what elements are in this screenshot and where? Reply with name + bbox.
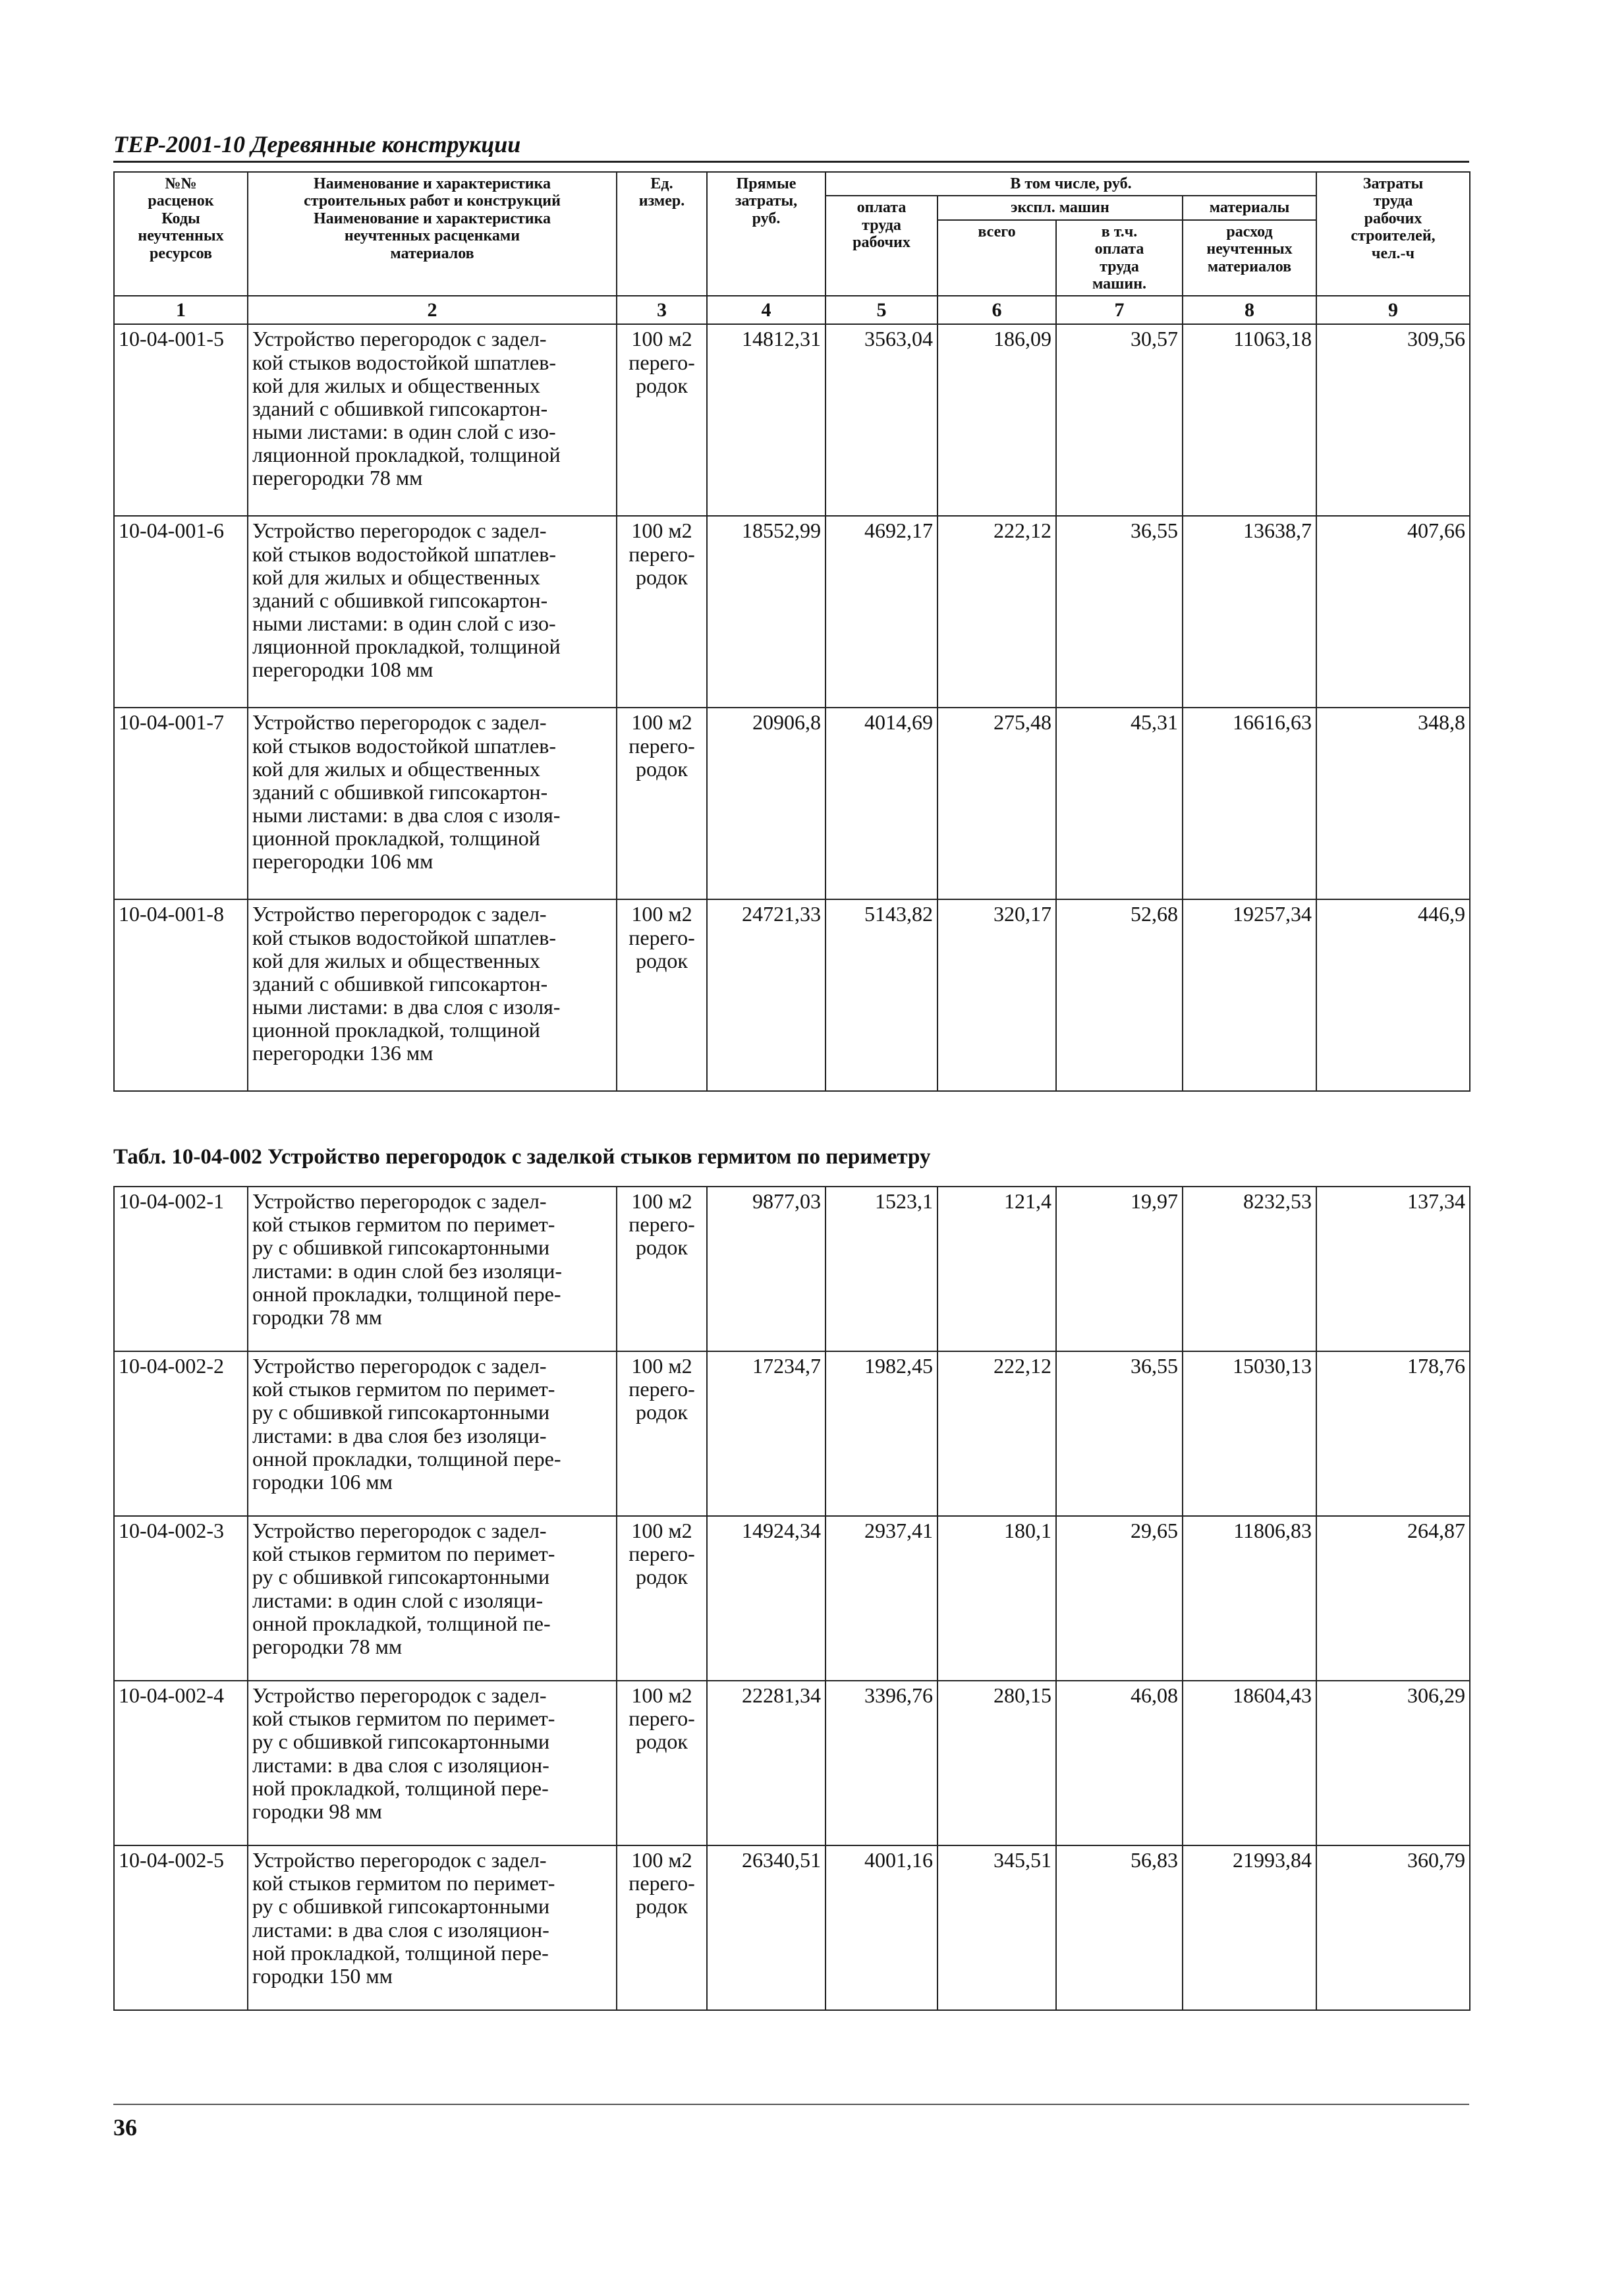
work-description-line: зданий с обшивкой гипсокартон- bbox=[252, 396, 548, 420]
unit-of-measure bbox=[617, 1681, 707, 1845]
unit-of-measure bbox=[617, 1516, 707, 1681]
work-description-line: онной прокладки, толщиной пере- bbox=[252, 1446, 561, 1471]
work-description-line: кой стыков водостойкой шпатлев- bbox=[252, 925, 557, 949]
table-row bbox=[114, 1351, 1470, 1516]
header-col-name-line: строительных работ и конструкций bbox=[304, 192, 561, 210]
header-col-name-line: Наименование и характеристика bbox=[313, 210, 551, 227]
unit-of-measure-line: перего- bbox=[629, 1706, 695, 1731]
work-description bbox=[248, 1516, 617, 1681]
work-description-line: регородки 78 мм bbox=[252, 1634, 403, 1658]
table-row bbox=[114, 324, 1470, 516]
rate-code: 10-04-002-3 bbox=[114, 1516, 248, 1681]
header-col-labor-line: труда bbox=[1373, 192, 1413, 210]
wages-value: 5143,82 bbox=[826, 899, 938, 1091]
header-col-machines-total: всего bbox=[938, 220, 1056, 296]
table-header-row-1 bbox=[114, 172, 1470, 196]
unit-of-measure-line: 100 м2 bbox=[631, 710, 692, 735]
machines-total-value: 275,48 bbox=[938, 708, 1056, 899]
work-description-line: Устройство перегородок с задел- bbox=[252, 1354, 547, 1378]
unit-of-measure bbox=[617, 899, 707, 1091]
table-row bbox=[114, 1681, 1470, 1845]
work-description-line: ляционной прокладкой, толщиной bbox=[252, 634, 561, 659]
machines-total-value: 222,12 bbox=[938, 1351, 1056, 1516]
direct-costs-value: 9877,03 bbox=[707, 1187, 826, 1351]
machine-wages-value: 56,83 bbox=[1056, 1845, 1183, 2010]
rates-table-10-04-001 bbox=[113, 171, 1470, 1092]
header-group-machines: экспл. машин bbox=[938, 196, 1183, 219]
work-description bbox=[248, 1351, 617, 1516]
header-col-labor-line: Затраты bbox=[1362, 175, 1424, 192]
wages-value: 1982,45 bbox=[826, 1351, 938, 1516]
unit-of-measure-line: перего- bbox=[629, 542, 695, 566]
work-description-line: листами: в один слой без изоляци- bbox=[252, 1258, 562, 1283]
header-col-labor-line: чел.-ч bbox=[1371, 244, 1415, 262]
wages-value: 4692,17 bbox=[826, 516, 938, 708]
work-description-line: Устройство перегородок с задел- bbox=[252, 327, 547, 351]
direct-costs-value: 18552,99 bbox=[707, 516, 826, 708]
rate-code: 10-04-001-8 bbox=[114, 899, 248, 1091]
unit-of-measure-line: перего- bbox=[629, 350, 695, 374]
machine-wages-value: 36,55 bbox=[1056, 1351, 1183, 1516]
unit-of-measure bbox=[617, 516, 707, 708]
labor-costs-value: 348,8 bbox=[1316, 708, 1470, 899]
work-description-line: кой стыков водостойкой шпатлев- bbox=[252, 733, 557, 758]
machines-total-value: 222,12 bbox=[938, 516, 1056, 708]
work-description-line: кой стыков водостойкой шпатлев- bbox=[252, 542, 557, 566]
materials-value: 11063,18 bbox=[1183, 324, 1316, 516]
work-description-line: городки 78 мм bbox=[252, 1305, 382, 1329]
work-description-line: перегородки 136 мм bbox=[252, 1041, 434, 1065]
work-description-line: зданий с обшивкой гипсокартон- bbox=[252, 588, 548, 612]
machine-wages-value: 46,08 bbox=[1056, 1681, 1183, 1845]
work-description-line: зданий с обшивкой гипсокартон- bbox=[252, 779, 548, 804]
work-description-line: кой стыков гермитом по перимет- bbox=[252, 1212, 555, 1237]
header-col-direct-costs-line: руб. bbox=[752, 210, 781, 227]
work-description-line: ной прокладкой, толщиной пере- bbox=[252, 1776, 549, 1800]
unit-of-measure-line: родок bbox=[636, 1565, 688, 1589]
work-description bbox=[248, 708, 617, 899]
work-description-line: кой стыков гермитом по перимет- bbox=[252, 1542, 555, 1566]
header-col-wages bbox=[826, 196, 938, 296]
work-description-line: ными листами: в два слоя с изоля- bbox=[252, 803, 561, 828]
work-description-line: ру с обшивкой гипсокартонными bbox=[252, 1894, 550, 1919]
unit-of-measure-line: 100 м2 bbox=[631, 1519, 692, 1542]
work-description-line: Устройство перегородок с задел- bbox=[252, 1519, 547, 1542]
header-col-code-line: неучтенных bbox=[138, 227, 224, 245]
header-col-labor-line: строителей, bbox=[1351, 227, 1436, 245]
header-col-name-line: материалов bbox=[390, 244, 474, 262]
header-col-name bbox=[248, 172, 617, 296]
table-row bbox=[114, 1516, 1470, 1681]
column-numbers-row bbox=[114, 296, 1470, 324]
labor-costs-value: 137,34 bbox=[1316, 1187, 1470, 1351]
work-description-line: ными листами: в один слой с изо- bbox=[252, 611, 556, 636]
work-description-line: ру с обшивкой гипсокартонными bbox=[252, 1235, 550, 1260]
header-col-name-line: неучтенных расценками bbox=[344, 227, 520, 245]
header-col-unit-line: Ед. bbox=[650, 175, 673, 192]
work-description-line: Устройство перегородок с задел- bbox=[252, 710, 547, 735]
work-description-line: Устройство перегородок с задел- bbox=[252, 1189, 547, 1213]
work-description-line: кой стыков гермитом по перимет- bbox=[252, 1706, 555, 1731]
unit-of-measure-line: перего- bbox=[629, 733, 695, 758]
header-col-machine-wages-line: труда bbox=[1100, 258, 1139, 275]
header-col-machine-wages bbox=[1056, 220, 1183, 296]
work-description-line: листами: в два слоя без изоляци- bbox=[252, 1423, 547, 1447]
work-description bbox=[248, 1681, 617, 1845]
unit-of-measure bbox=[617, 1845, 707, 2010]
header-divider bbox=[113, 161, 1469, 163]
wages-value: 3563,04 bbox=[826, 324, 938, 516]
materials-value: 8232,53 bbox=[1183, 1187, 1316, 1351]
direct-costs-value: 24721,33 bbox=[707, 899, 826, 1091]
machine-wages-value: 52,68 bbox=[1056, 899, 1183, 1091]
materials-value: 18604,43 bbox=[1183, 1681, 1316, 1845]
work-description-line: кой стыков гермитом по перимет- bbox=[252, 1871, 555, 1896]
unit-of-measure-line: 100 м2 bbox=[631, 519, 692, 543]
direct-costs-value: 17234,7 bbox=[707, 1351, 826, 1516]
machines-total-value: 186,09 bbox=[938, 324, 1056, 516]
unit-of-measure-line: родок bbox=[636, 1235, 688, 1260]
labor-costs-value: 309,56 bbox=[1316, 324, 1470, 516]
wages-value: 2937,41 bbox=[826, 1516, 938, 1681]
unit-of-measure-line: перего- bbox=[629, 1212, 695, 1237]
unit-of-measure-line: родок bbox=[636, 1894, 688, 1919]
column-number: 5 bbox=[826, 296, 938, 324]
unit-of-measure bbox=[617, 324, 707, 516]
direct-costs-value: 14812,31 bbox=[707, 324, 826, 516]
column-number: 3 bbox=[617, 296, 707, 324]
header-col-direct-costs-line: Прямые bbox=[736, 175, 797, 192]
materials-value: 21993,84 bbox=[1183, 1845, 1316, 2010]
work-description-line: кой стыков гермитом по перимет- bbox=[252, 1377, 555, 1401]
column-number: 1 bbox=[114, 296, 248, 324]
table-row bbox=[114, 708, 1470, 899]
labor-costs-value: 306,29 bbox=[1316, 1681, 1470, 1845]
work-description-line: ционной прокладкой, толщиной bbox=[252, 826, 540, 851]
work-description-line: городки 106 мм bbox=[252, 1469, 393, 1494]
labor-costs-value: 178,76 bbox=[1316, 1351, 1470, 1516]
unit-of-measure-line: родок bbox=[636, 756, 688, 781]
materials-value: 16616,63 bbox=[1183, 708, 1316, 899]
labor-costs-value: 446,9 bbox=[1316, 899, 1470, 1091]
work-description-line: онной прокладки, толщиной пере- bbox=[252, 1281, 561, 1306]
work-description-line: ными листами: в два слоя с изоля- bbox=[252, 995, 561, 1019]
document-header-title: ТЕР-2001-10 Деревянные конструкции bbox=[113, 131, 521, 157]
machine-wages-value: 19,97 bbox=[1056, 1187, 1183, 1351]
work-description-line: Устройство перегородок с задел- bbox=[252, 519, 547, 543]
header-col-wages-line: оплата bbox=[856, 199, 907, 217]
unit-of-measure-line: перего- bbox=[629, 1542, 695, 1566]
unit-of-measure-line: 100 м2 bbox=[631, 902, 692, 926]
work-description-line: онной прокладкой, толщиной пе- bbox=[252, 1611, 551, 1635]
work-description-line: листами: в два слоя с изоляцион- bbox=[252, 1917, 549, 1942]
work-description-line: листами: в один слой с изоляци- bbox=[252, 1588, 544, 1612]
header-col-unit bbox=[617, 172, 707, 296]
work-description-line: Устройство перегородок с задел- bbox=[252, 1683, 547, 1707]
header-col-machine-wages-line: оплата bbox=[1094, 240, 1144, 258]
materials-value: 13638,7 bbox=[1183, 516, 1316, 708]
column-number: 9 bbox=[1316, 296, 1470, 324]
header-col-code-line: Коды bbox=[161, 210, 200, 227]
direct-costs-value: 20906,8 bbox=[707, 708, 826, 899]
unit-of-measure-line: перего- bbox=[629, 925, 695, 949]
work-description-line: ляционной прокладкой, толщиной bbox=[252, 443, 561, 467]
header-col-materials-line: неучтенных bbox=[1206, 240, 1293, 258]
machine-wages-value: 29,65 bbox=[1056, 1516, 1183, 1681]
unit-of-measure-line: родок bbox=[636, 565, 688, 589]
work-description-line: городки 98 мм bbox=[252, 1799, 382, 1823]
work-description-line: ру с обшивкой гипсокартонными bbox=[252, 1565, 550, 1589]
unit-of-measure-line: 100 м2 bbox=[631, 1189, 692, 1213]
header-col-code-line: расценок bbox=[148, 192, 214, 210]
rate-code: 10-04-002-1 bbox=[114, 1187, 248, 1351]
work-description-line: кой для жилых и общественных bbox=[252, 565, 540, 589]
header-col-unit-line: измер. bbox=[638, 192, 685, 210]
column-number: 4 bbox=[707, 296, 826, 324]
header-col-machine-wages-line: в т.ч. bbox=[1101, 223, 1138, 240]
column-number: 8 bbox=[1183, 296, 1316, 324]
work-description-line: ной прокладкой, толщиной пере- bbox=[252, 1940, 549, 1965]
machine-wages-value: 36,55 bbox=[1056, 516, 1183, 708]
machine-wages-value: 45,31 bbox=[1056, 708, 1183, 899]
machines-total-value: 345,51 bbox=[938, 1845, 1056, 2010]
column-number: 7 bbox=[1056, 296, 1183, 324]
header-col-code-line: №№ bbox=[165, 175, 197, 192]
work-description bbox=[248, 1187, 617, 1351]
work-description-line: кой для жилых и общественных bbox=[252, 948, 540, 972]
unit-of-measure bbox=[617, 708, 707, 899]
rate-code: 10-04-002-4 bbox=[114, 1681, 248, 1845]
materials-value: 15030,13 bbox=[1183, 1351, 1316, 1516]
unit-of-measure bbox=[617, 1351, 707, 1516]
work-description-line: городки 150 мм bbox=[252, 1963, 393, 1988]
header-col-name-line: Наименование и характеристика bbox=[313, 175, 551, 192]
unit-of-measure-line: 100 м2 bbox=[631, 1683, 692, 1707]
work-description-line: ру с обшивкой гипсокартонными bbox=[252, 1729, 550, 1754]
rate-code: 10-04-002-2 bbox=[114, 1351, 248, 1516]
unit-of-measure-line: перего- bbox=[629, 1871, 695, 1896]
machines-total-value: 121,4 bbox=[938, 1187, 1056, 1351]
labor-costs-value: 264,87 bbox=[1316, 1516, 1470, 1681]
table-row bbox=[114, 1187, 1470, 1351]
header-col-materials bbox=[1183, 220, 1316, 296]
header-col-direct-costs-line: затраты, bbox=[735, 192, 798, 210]
header-col-materials-line: расход bbox=[1226, 223, 1273, 240]
header-col-direct-costs bbox=[707, 172, 826, 296]
work-description bbox=[248, 899, 617, 1091]
work-description-line: перегородки 78 мм bbox=[252, 466, 423, 490]
header-col-code bbox=[114, 172, 248, 296]
work-description-line: Устройство перегородок с задел- bbox=[252, 1848, 547, 1872]
rate-code: 10-04-001-5 bbox=[114, 324, 248, 516]
header-col-labor bbox=[1316, 172, 1470, 296]
work-description-line: ными листами: в один слой с изо- bbox=[252, 420, 556, 444]
work-description-line: перегородки 106 мм bbox=[252, 849, 434, 874]
unit-of-measure-line: 100 м2 bbox=[631, 327, 692, 351]
direct-costs-value: 22281,34 bbox=[707, 1681, 826, 1845]
unit-of-measure-line: перего- bbox=[629, 1377, 695, 1401]
rate-code: 10-04-001-7 bbox=[114, 708, 248, 899]
machines-total-value: 320,17 bbox=[938, 899, 1056, 1091]
work-description-line: листами: в два слоя с изоляцион- bbox=[252, 1753, 549, 1777]
unit-of-measure-line: родок bbox=[636, 948, 688, 972]
header-col-wages-line: труда bbox=[862, 216, 901, 234]
footer-divider bbox=[113, 2104, 1469, 2105]
work-description-line: кой для жилых и общественных bbox=[252, 373, 540, 397]
work-description-line: кой для жилых и общественных bbox=[252, 756, 540, 781]
rate-code: 10-04-001-6 bbox=[114, 516, 248, 708]
unit-of-measure-line: родок bbox=[636, 1400, 688, 1424]
labor-costs-value: 360,79 bbox=[1316, 1845, 1470, 2010]
work-description-line: перегородки 108 мм bbox=[252, 658, 434, 682]
header-col-code-line: ресурсов bbox=[150, 244, 212, 262]
header-group-including: В том числе, руб. bbox=[826, 172, 1316, 196]
page-number: 36 bbox=[113, 2114, 137, 2141]
work-description-line: кой стыков водостойкой шпатлев- bbox=[252, 350, 557, 374]
header-col-wages-line: рабочих bbox=[853, 234, 910, 252]
header-col-materials-line: материалов bbox=[1207, 258, 1292, 275]
rate-code: 10-04-002-5 bbox=[114, 1845, 248, 2010]
labor-costs-value: 407,66 bbox=[1316, 516, 1470, 708]
header-col-labor-line: рабочих bbox=[1364, 210, 1422, 227]
table-caption-10-04-002: Табл. 10-04-002 Устройство перегородок с заделкой стыков гермитом по периметру bbox=[113, 1145, 931, 1169]
wages-value: 1523,1 bbox=[826, 1187, 938, 1351]
work-description bbox=[248, 516, 617, 708]
direct-costs-value: 26340,51 bbox=[707, 1845, 826, 2010]
work-description-line: ционной прокладкой, толщиной bbox=[252, 1018, 540, 1042]
table-row bbox=[114, 1845, 1470, 2010]
unit-of-measure-line: родок bbox=[636, 1729, 688, 1754]
column-number: 6 bbox=[938, 296, 1056, 324]
unit-of-measure bbox=[617, 1187, 707, 1351]
column-number: 2 bbox=[248, 296, 617, 324]
wages-value: 4001,16 bbox=[826, 1845, 938, 2010]
header-col-machine-wages-line: машин. bbox=[1092, 275, 1147, 293]
table-row bbox=[114, 516, 1470, 708]
direct-costs-value: 14924,34 bbox=[707, 1516, 826, 1681]
table-row bbox=[114, 899, 1470, 1091]
machine-wages-value: 30,57 bbox=[1056, 324, 1183, 516]
work-description-line: Устройство перегородок с задел- bbox=[252, 902, 547, 926]
work-description-line: ру с обшивкой гипсокартонными bbox=[252, 1400, 550, 1424]
materials-value: 11806,83 bbox=[1183, 1516, 1316, 1681]
work-description bbox=[248, 1845, 617, 2010]
header-group-materials: материалы bbox=[1183, 196, 1316, 219]
wages-value: 4014,69 bbox=[826, 708, 938, 899]
materials-value: 19257,34 bbox=[1183, 899, 1316, 1091]
work-description-line: зданий с обшивкой гипсокартон- bbox=[252, 971, 548, 996]
work-description bbox=[248, 324, 617, 516]
unit-of-measure-line: 100 м2 bbox=[631, 1848, 692, 1872]
machines-total-value: 280,15 bbox=[938, 1681, 1056, 1845]
unit-of-measure-line: родок bbox=[636, 373, 688, 397]
wages-value: 3396,76 bbox=[826, 1681, 938, 1845]
unit-of-measure-line: 100 м2 bbox=[631, 1354, 692, 1378]
rates-table-10-04-002 bbox=[113, 1186, 1470, 2011]
machines-total-value: 180,1 bbox=[938, 1516, 1056, 1681]
